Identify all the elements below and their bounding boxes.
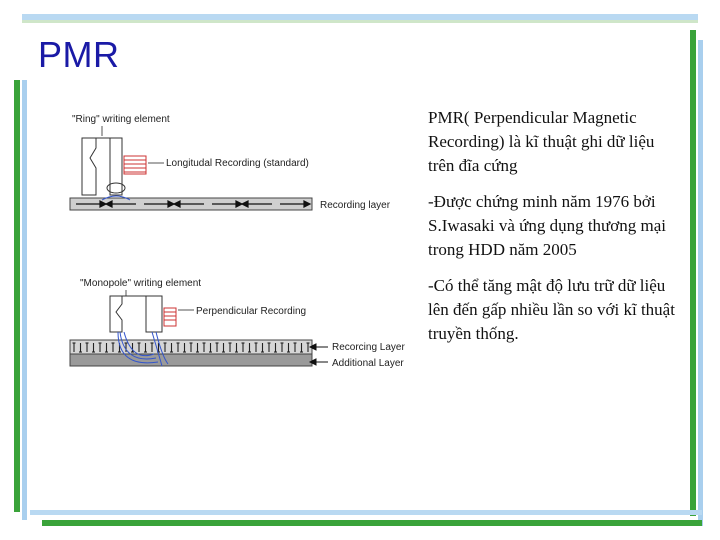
recording-layer-label: Recording layer xyxy=(320,200,391,211)
right-blue-bar xyxy=(698,40,703,526)
additional-layer-label: Additional Layer xyxy=(332,358,404,369)
paragraph-history: -Được chứng minh năm 1976 bởi S.Iwasaki và ứng dụng thương mại trong HDD năm 2005 xyxy=(428,192,666,259)
slide-title: PMR xyxy=(38,34,120,75)
longitudinal-label: Longitudal Recording (standard) xyxy=(166,158,309,169)
left-green-bar xyxy=(14,80,20,512)
recording-layer-label-2: Recorcing Layer xyxy=(332,342,405,353)
recording-diagram xyxy=(62,100,412,390)
bottom-blue-bar xyxy=(30,510,702,515)
body-text xyxy=(428,106,678,358)
ring-head-shape xyxy=(82,138,122,195)
bottom-green-bar xyxy=(42,520,702,526)
monopole-head-shape xyxy=(110,296,162,332)
top-green-bar xyxy=(22,20,698,23)
monopole-coil xyxy=(164,308,176,326)
ring-coil xyxy=(124,156,146,174)
ring-element-label: "Ring" writing element xyxy=(72,114,170,125)
monopole-element-label: "Monopole" writing element xyxy=(80,278,202,289)
right-green-bar xyxy=(690,30,696,516)
paragraph-benefit: -Có thể tăng mật độ lưu trữ dữ liệu lên đến gấp nhiều lần so với kĩ thuật truyền thống. xyxy=(428,276,675,343)
paragraph-intro: PMR( Perpendicular Magnetic Recording) là kĩ thuật ghi dữ liệu trên đĩa cứng xyxy=(428,108,655,175)
perpendicular-additional-layer xyxy=(70,354,312,366)
left-blue-bar xyxy=(22,80,27,520)
perpendicular-label: Perpendicular Recording xyxy=(196,306,307,317)
